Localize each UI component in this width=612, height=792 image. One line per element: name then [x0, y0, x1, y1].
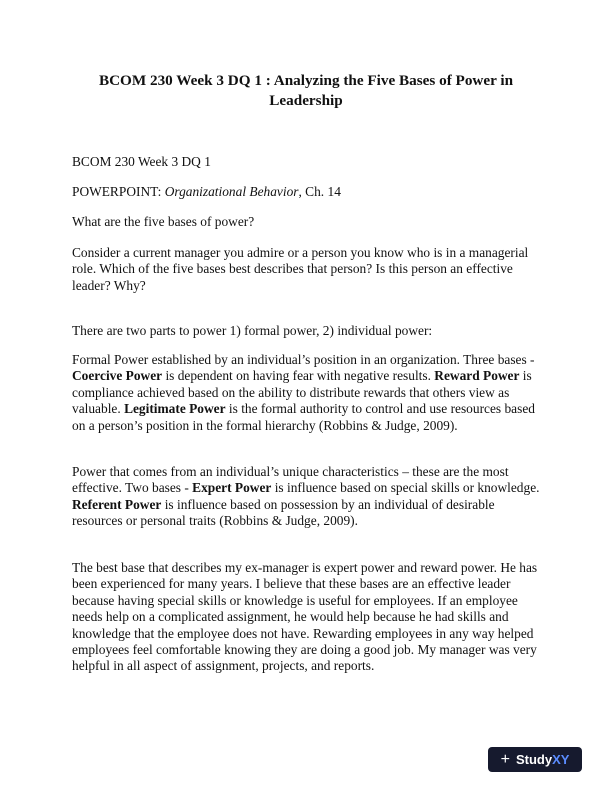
individual-text-2: is influence based on special skills or knowledge. [271, 480, 540, 496]
referent-power-term: Referent Power [72, 496, 162, 512]
formal-text-2: is dependent on having fear with negative results. [162, 368, 435, 384]
powerpoint-label: POWERPOINT: [72, 184, 165, 199]
formal-text-1: Formal Power established by an individual’s position in an organization. Three bases - [72, 352, 535, 367]
course-line: BCOM 230 Week 3 DQ 1 [72, 154, 211, 169]
expert-power-term: Expert Power [192, 480, 272, 496]
logo-xy: XY [552, 752, 570, 767]
formal-power-paragraph [72, 352, 542, 434]
book-title: Organizational Behavior [164, 184, 299, 199]
chapter-ref: , Ch. 14 [298, 184, 341, 199]
legitimate-power-term: Legitimate Power [124, 401, 226, 417]
individual-power-paragraph [72, 464, 542, 530]
answer-paragraph: The best base that describes my ex-manager is expert power and reward power. He has been experienced for many years. I believe that these bases are an effective leader because having special skills or knowledge is useful for employees. If an employee needs help on a complicated assignment, he would help because he had skills and knowledge that the employee does not have. Rewarding employees in any way helped employees feel comfortable knowing they are doing a good job. My manager was very helpful in all aspect of assignment, projects, and reports. [72, 560, 538, 674]
document-title: BCOM 230 Week 3 DQ 1 : Analyzing the Five Bases of Power in Leadership [98, 72, 514, 109]
individual-text-3: is influence based on possession by an individual of desirable resources or personal traits (Robbins & Judge, 2009). [72, 496, 495, 529]
formal-text-3: is compliance achieved based on the ability to distribute rewards that others view as valuable. [72, 368, 532, 417]
prompt-paragraph: Consider a current manager you admire or a person you know who is in a managerial role. Which of the five bases best describes that person? Is this person an effective leader? Why? [72, 245, 529, 293]
intro-paragraph: There are two parts to power 1) formal power, 2) individual power: [72, 323, 433, 338]
powerpoint-line [72, 184, 542, 200]
studyxy-logo [488, 747, 582, 772]
logo-study: Study [515, 752, 553, 767]
coercive-power-term: Coercive Power [72, 368, 163, 384]
reward-power-term: Reward Power [434, 368, 520, 384]
question: What are the five bases of power? [72, 214, 255, 229]
plus-icon: + [500, 750, 510, 768]
formal-text-4: is the formal authority to control and use resources based on a person’s position in the formal hierarchy (Robbins & Judge, 2009). [72, 401, 535, 433]
individual-text-1: Power that comes from an individual’s unique characteristics – these are the most effective. Two bases - [72, 464, 509, 496]
